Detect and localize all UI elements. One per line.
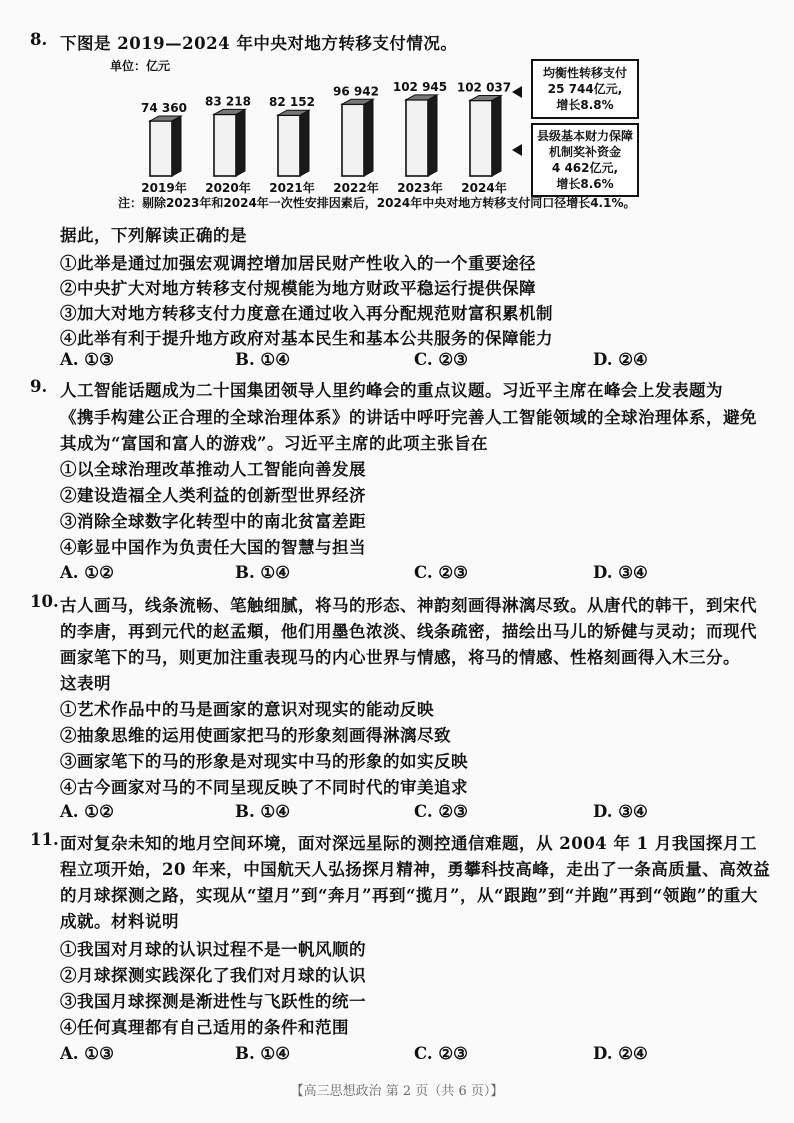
bar-value-label: 102 037 [456, 80, 512, 95]
callout-2-arrow [512, 144, 522, 156]
q9-item-4: ④彰显中国作为负责任大国的智慧与担当 [60, 538, 366, 557]
bar-side [172, 116, 181, 176]
q11-line-2: 程立项开始，20 年来，中国航天人弘扬探月精神，勇攀科技高峰，走出了一条高质量、高效益 [60, 860, 771, 879]
bar-category-label: 2024年 [461, 181, 507, 195]
callout-2-line-2: 机制奖补资金 [548, 145, 622, 159]
q8-option-d[interactable]: D. ②④ [593, 350, 648, 369]
q11-option-b[interactable]: B. ①④ [235, 1044, 291, 1063]
q9-option-d[interactable]: D. ③④ [593, 563, 648, 582]
bar-3 [269, 95, 315, 195]
q11-item-3: ③我国月球探测是渐进性与飞跃性的统一 [60, 992, 366, 1011]
callout-1-line-3: 增长8.8% [556, 98, 614, 112]
bar-value-label: 96 942 [333, 84, 379, 99]
callout-1 [512, 60, 638, 118]
q10-item-1: ①艺术作品中的马是画家的意识对现实的能动反映 [60, 700, 434, 719]
bar-value-label: 102 945 [392, 79, 448, 94]
callout-2-line-4: 增长8.6% [556, 177, 614, 191]
bar-side [492, 95, 501, 176]
q10-option-c[interactable]: C. ②③ [414, 802, 468, 821]
q9-item-2: ②建设造福全人类利益的创新型世界经济 [60, 486, 366, 505]
q9-item-1: ①以全球治理改革推动人工智能向善发展 [60, 460, 366, 479]
q10-option-a[interactable]: A. ①② [60, 802, 114, 821]
bar-6 [457, 80, 511, 195]
q9-line-3: 其成为“富国和富人的游戏”。习近平主席的此项主张旨在 [60, 434, 488, 453]
q10-item-4: ④古今画家对马的不同呈现反映了不同时代的审美追求 [60, 778, 468, 797]
bar-category-label: 2020年 [205, 181, 251, 195]
transfer-payment-chart [110, 52, 670, 212]
q8-item-4: ④此举有利于提升地方政府对基本民生和基本公共服务的保障能力 [60, 329, 553, 348]
q8-item-1: ①此举是通过加强宏观调控增加居民财产性收入的一个重要途径 [60, 254, 536, 273]
q8-stem: 下图是 2019—2024 年中央对地方转移支付情况。 [60, 34, 458, 53]
bar-1 [141, 101, 187, 195]
bar-category-label: 2022年 [333, 181, 379, 195]
q10-option-d[interactable]: D. ③④ [593, 802, 648, 821]
callout-2 [512, 124, 638, 196]
q9-option-a[interactable]: A. ①② [60, 563, 114, 582]
q10-line-3: 画家笔下的马，则更加注重表现马的内心世界与情感，将马的情感、性格刻画得入木三分。 [60, 648, 740, 667]
q8-option-b[interactable]: B. ①④ [235, 350, 291, 369]
callout-1-line-2: 25 744亿元, [547, 82, 623, 96]
bar-front [470, 100, 492, 176]
q8-option-c[interactable]: C. ②③ [414, 350, 468, 369]
q8-item-3: ③加大对地方转移支付力度意在通过收入再分配规范财富积累机制 [60, 304, 553, 323]
q8-after: 据此，下列解读正确的是 [60, 226, 247, 245]
callout-1-arrow [512, 86, 522, 98]
bar-category-label: 2021年 [269, 181, 315, 195]
callout-1-line-1: 均衡性转移支付 [542, 66, 628, 80]
bar-front [214, 114, 236, 176]
q8-item-2: ②中央扩大对地方转移支付规模能为地方财政平稳运行提供保障 [60, 279, 536, 298]
q10-line-2: 的李唐，再到元代的赵孟頫，他们用墨色浓淡、线条疏密，描绘出马儿的矫健与灵动；而现代 [60, 622, 757, 641]
bar-category-label: 2019年 [141, 181, 187, 195]
bar-5 [393, 80, 447, 195]
q11-number: 11. [30, 830, 59, 849]
q8-number: 8. [30, 30, 48, 49]
q8-option-a[interactable]: A. ①③ [60, 350, 114, 369]
bar-front [150, 121, 172, 176]
q10-option-b[interactable]: B. ①④ [235, 802, 291, 821]
q9-line-1: 人工智能话题成为二十国集团领导人里约峰会的重点议题。习近平主席在峰会上发表题为 [60, 381, 723, 400]
bar-category-label: 2023年 [397, 181, 443, 195]
bar-front [406, 100, 428, 176]
q9-option-c[interactable]: C. ②③ [414, 563, 468, 582]
q11-item-1: ①我国对月球的认识过程不是一帆风顺的 [60, 940, 366, 959]
q11-line-3: 的月球探测之路，实现从“望月”到“奔月”再到“揽月”，从“跟跑”到“并跑”再到“领跑”的重大 [60, 886, 758, 905]
q11-option-c[interactable]: C. ②③ [414, 1044, 468, 1063]
page-footer: 【高三思想政治 第 2 页（共 6 页）】 [290, 1084, 504, 1099]
q10-line-1: 古人画马，线条流畅、笔触细腻，将马的形态、神韵刻画得淋漓尽致。从唐代的韩干，到宋代 [60, 596, 757, 615]
q10-item-3: ③画家笔下的马的形象是对现实中马的形象的如实反映 [60, 752, 468, 771]
q10-number: 10. [30, 592, 59, 611]
q11-option-a[interactable]: A. ①③ [60, 1044, 114, 1063]
q9-number: 9. [30, 377, 48, 396]
q11-line-1: 面对复杂未知的地月空间环境，面对深远星际的测控通信难题，从 2004 年 1 月我国探月工 [60, 834, 757, 853]
q11-item-2: ②月球探测实践深化了我们对月球的认识 [60, 966, 366, 985]
bar-value-label: 82 152 [269, 95, 315, 110]
bar-front [278, 115, 300, 176]
bar-2 [205, 94, 251, 195]
q11-line-4: 成就。材料说明 [60, 912, 179, 931]
chart-unit-label: 单位：亿元 [110, 59, 171, 73]
q11-item-4: ④任何真理都有自己适用的条件和范围 [60, 1018, 349, 1037]
bar-value-label: 74 360 [141, 100, 187, 115]
q10-item-2: ②抽象思维的运用使画家把马的形象刻画得淋漓尽致 [60, 726, 451, 745]
q9-option-b[interactable]: B. ①④ [235, 563, 291, 582]
q9-line-2: 《携手构建公正合理的全球治理体系》的讲话中呼吁完善人工智能领域的全球治理体系，避免 [60, 408, 757, 427]
bar-value-label: 83 218 [205, 94, 251, 109]
callout-2-line-1: 县级基本财力保障 [536, 129, 634, 143]
callout-2-line-3: 4 462亿元, [551, 161, 619, 175]
q11-option-d[interactable]: D. ②④ [593, 1044, 648, 1063]
bar-front [342, 104, 364, 176]
bar-side [428, 95, 437, 176]
q9-item-3: ③消除全球数字化转型中的南北贫富差距 [60, 512, 366, 531]
bar-side [300, 110, 309, 176]
chart-note: 注：剔除2023年和2024年一次性安排因素后，2024年中央对地方转移支付同口径增长4.1%。 [118, 196, 636, 210]
bar-4 [333, 84, 379, 195]
q10-line-4: 这表明 [60, 674, 111, 693]
bar-side [236, 109, 245, 176]
bar-side [364, 99, 373, 176]
